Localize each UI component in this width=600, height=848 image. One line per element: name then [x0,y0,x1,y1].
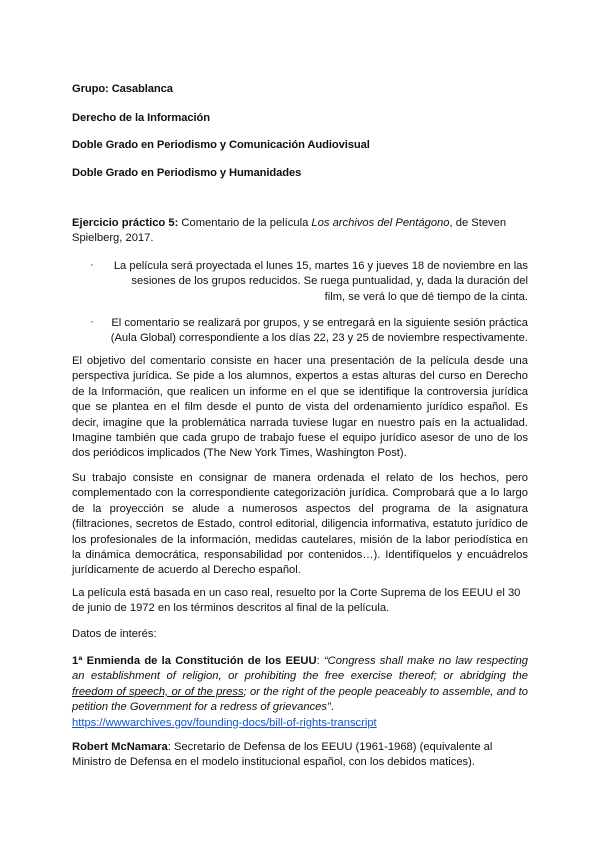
first-amendment-quote-start: “Congress shall make no law respecting an establishment of religion, or prohibiting the free exercise thereof; or abridging the [72,655,528,683]
mcnamara-block [72,740,528,771]
bill-of-rights-link[interactable]: https://wwwarchives.gov/founding-docs/bill-of-rights-transcript [72,716,377,729]
paragraph-objective: El objetivo del comentario consiste en hacer una presentación de la película desde una perspectiva jurídica. Se pide a los alumnos, expertos a estas alturas del curso en Derecho de la Información, que realicen un informe en el que se identifique la controversia jurídica que se plantea en el film desde el punto de vista del ordenamiento jurídico español. Es decir, imagine que la problemática narrada tuviese lugar en nuestro país en la actualidad. Imagine también que cada grupo de trabajo fuese el equipo jurídico asesor de uno de los dos periódicos implicados (The New York Times, Washington Post). [72,355,528,460]
paragraph-task: Su trabajo consiste en consignar de manera ordenada el relato de los hechos, pero complementado con la correspondiente categorización jurídica. Comprobará que a lo largo de la proyección se alude a numerosos aspectos del programa de la asignatura (filtraciones, secretos de Estado, control editorial, diligencia informativa, estatuto jurídico de los profesionales de la información, medidas cautelares, misión de la labor periodística en la dinámica democrática, responsabilidad por contenidos…). Identifíquelos y encuádrelos jurídicamente de acuerdo al Derecho español. [72,472,528,577]
first-amendment-quote-end: ; or the right of the people peaceably to assemble, and to petition the Government for a redress of grievances” [72,685,528,714]
bullet-marker: · [90,316,94,328]
mcnamara-name: Robert McNamara [72,741,168,753]
degree-1: Doble Grado en Periodismo y Comunicación Audiovisual [72,139,370,151]
degree-2: Doble Grado en Periodismo y Humanidades [72,167,302,179]
course-title: Derecho de la Información [72,112,210,124]
exercise-text-after: , de Steven Spielberg, 2017. [72,217,507,245]
mcnamara-description: : Secretario de Defensa de los EEUU (1961-1968) (equivalente al Ministro de Defensa en el modelo institucional español, con los debidos matices). [72,741,493,769]
first-amendment-period: . [330,701,334,714]
first-amendment-label: 1ª Enmienda de la Constitución de los EEUU [72,655,317,667]
exercise-text-before: Comentario de la película [178,217,312,229]
first-amendment-colon: : [316,655,324,667]
exercise-intro [72,216,528,247]
first-amendment-quote-underlined: freedom of speech, or of the press [72,685,244,698]
data-of-interest-heading: Datos de interés: [72,628,157,640]
first-amendment-block [72,654,528,731]
bullet-marker: · [90,259,94,271]
group-name: Grupo: Casablanca [72,83,173,95]
bullet-submission: El comentario se realizará por grupos, y se entregará en la siguiente sesión práctica (Aula Global) correspondiente a los días 22, 23 y 25 de noviembre respectivamente. [110,317,528,345]
exercise-label: Ejercicio práctico 5: [72,217,179,229]
bullet-screening: La película será proyectada el lunes 15, martes 16 y jueves 18 de noviembre en las sesiones de los grupos reducidos. Se ruega puntualidad, y, dada la duración del film, se verá lo que dé tiempo de la cinta. [113,260,528,303]
film-title: Los archivos del Pentágono [311,217,450,229]
paragraph-real-case: La película está basada en un caso real, resuelto por la Corte Suprema de los EEUU el 30 de junio de 1972 en los términos descritos al final de la película. [72,587,521,615]
